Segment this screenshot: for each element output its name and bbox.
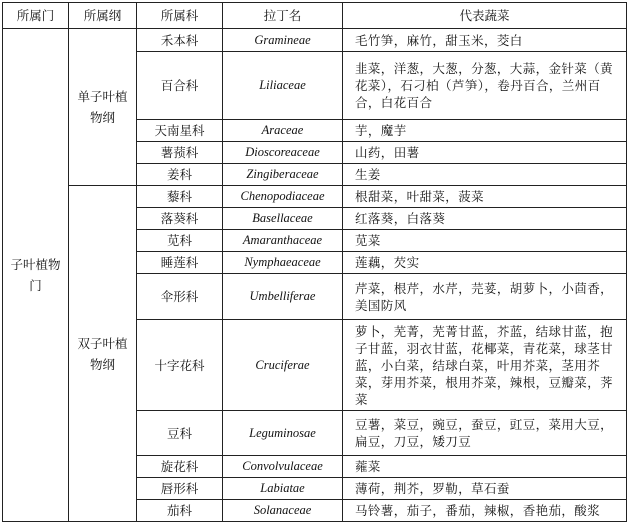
header-class: 所属纲 (69, 3, 137, 29)
family-cell: 天南星科 (137, 120, 223, 142)
latin-name-cell: Leguminosae (223, 411, 343, 456)
family-cell: 苋科 (137, 230, 223, 252)
family-cell: 藜科 (137, 186, 223, 208)
table-row (3, 29, 627, 52)
vegetable-taxonomy-table (2, 2, 627, 522)
vegetables-cell: 生姜 (343, 164, 627, 186)
latin-name-cell: Dioscoreaceae (223, 142, 343, 164)
class-cell-dicot: 双子叶植物纲 (69, 186, 137, 522)
vegetables-cell: 马铃薯，茄子，番茄，辣椒，香艳茄，酸浆 (343, 500, 627, 522)
table-row (3, 186, 627, 208)
latin-name-cell: Chenopodiaceae (223, 186, 343, 208)
family-cell: 豆科 (137, 411, 223, 456)
latin-name-cell: Umbelliferae (223, 274, 343, 320)
family-cell: 睡莲科 (137, 252, 223, 274)
latin-name-cell: Liliaceae (223, 52, 343, 120)
vegetables-cell: 山药，田薯 (343, 142, 627, 164)
vegetables-cell: 莲藕，芡实 (343, 252, 627, 274)
family-cell: 薯蓣科 (137, 142, 223, 164)
header-row (3, 3, 627, 29)
header-phylum: 所属门 (3, 3, 69, 29)
class-cell-monocot: 单子叶植物纲 (69, 29, 137, 186)
vegetables-cell: 薄荷，荆芥，罗勒，草石蚕 (343, 478, 627, 500)
vegetables-cell: 蕹菜 (343, 456, 627, 478)
header-family: 所属科 (137, 3, 223, 29)
latin-name-cell: Nymphaeaceae (223, 252, 343, 274)
vegetables-cell: 芋，魔芋 (343, 120, 627, 142)
latin-name-cell: Labiatae (223, 478, 343, 500)
family-cell: 姜科 (137, 164, 223, 186)
phylum-cell: 子叶植物门 (3, 29, 69, 522)
vegetables-cell: 芹菜，根芹，水芹，芫荽，胡萝卜，小茴香，美国防风 (343, 274, 627, 320)
family-cell: 落葵科 (137, 208, 223, 230)
family-cell: 旋花科 (137, 456, 223, 478)
header-latin-name: 拉丁名 (223, 3, 343, 29)
latin-name-cell: Solanaceae (223, 500, 343, 522)
family-cell: 禾本科 (137, 29, 223, 52)
family-cell: 伞形科 (137, 274, 223, 320)
latin-name-cell: Gramineae (223, 29, 343, 52)
vegetables-cell: 萝卜，芜菁，芜菁甘蓝，芥蓝，结球甘蓝，抱子甘蓝，羽衣甘蓝，花椰菜，青花菜，球茎甘蓝，小白菜，结球白菜，叶用芥菜，茎用芥菜，芽用芥菜，根用芥菜，辣根，豆瓣菜，荠菜 (343, 320, 627, 411)
family-cell: 唇形科 (137, 478, 223, 500)
vegetables-cell: 韭菜，洋葱，大葱，分葱，大蒜，金针菜（黄花菜），石刁柏（芦笋），卷丹百合，兰州百合，白花百合 (343, 52, 627, 120)
vegetables-cell: 豆薯，菜豆，豌豆，蚕豆，豇豆，菜用大豆，扁豆，刀豆，矮刀豆 (343, 411, 627, 456)
family-cell: 茄科 (137, 500, 223, 522)
latin-name-cell: Zingiberaceae (223, 164, 343, 186)
latin-name-cell: Convolvulaceae (223, 456, 343, 478)
vegetables-cell: 毛竹笋，麻竹，甜玉米，茭白 (343, 29, 627, 52)
family-cell: 十字花科 (137, 320, 223, 411)
header-representative-vegetables: 代表蔬菜 (343, 3, 627, 29)
vegetables-cell: 苋菜 (343, 230, 627, 252)
latin-name-cell: Basellaceae (223, 208, 343, 230)
latin-name-cell: Cruciferae (223, 320, 343, 411)
family-cell: 百合科 (137, 52, 223, 120)
latin-name-cell: Amaranthaceae (223, 230, 343, 252)
vegetables-cell: 根甜菜，叶甜菜，菠菜 (343, 186, 627, 208)
latin-name-cell: Araceae (223, 120, 343, 142)
vegetables-cell: 红落葵，白落葵 (343, 208, 627, 230)
